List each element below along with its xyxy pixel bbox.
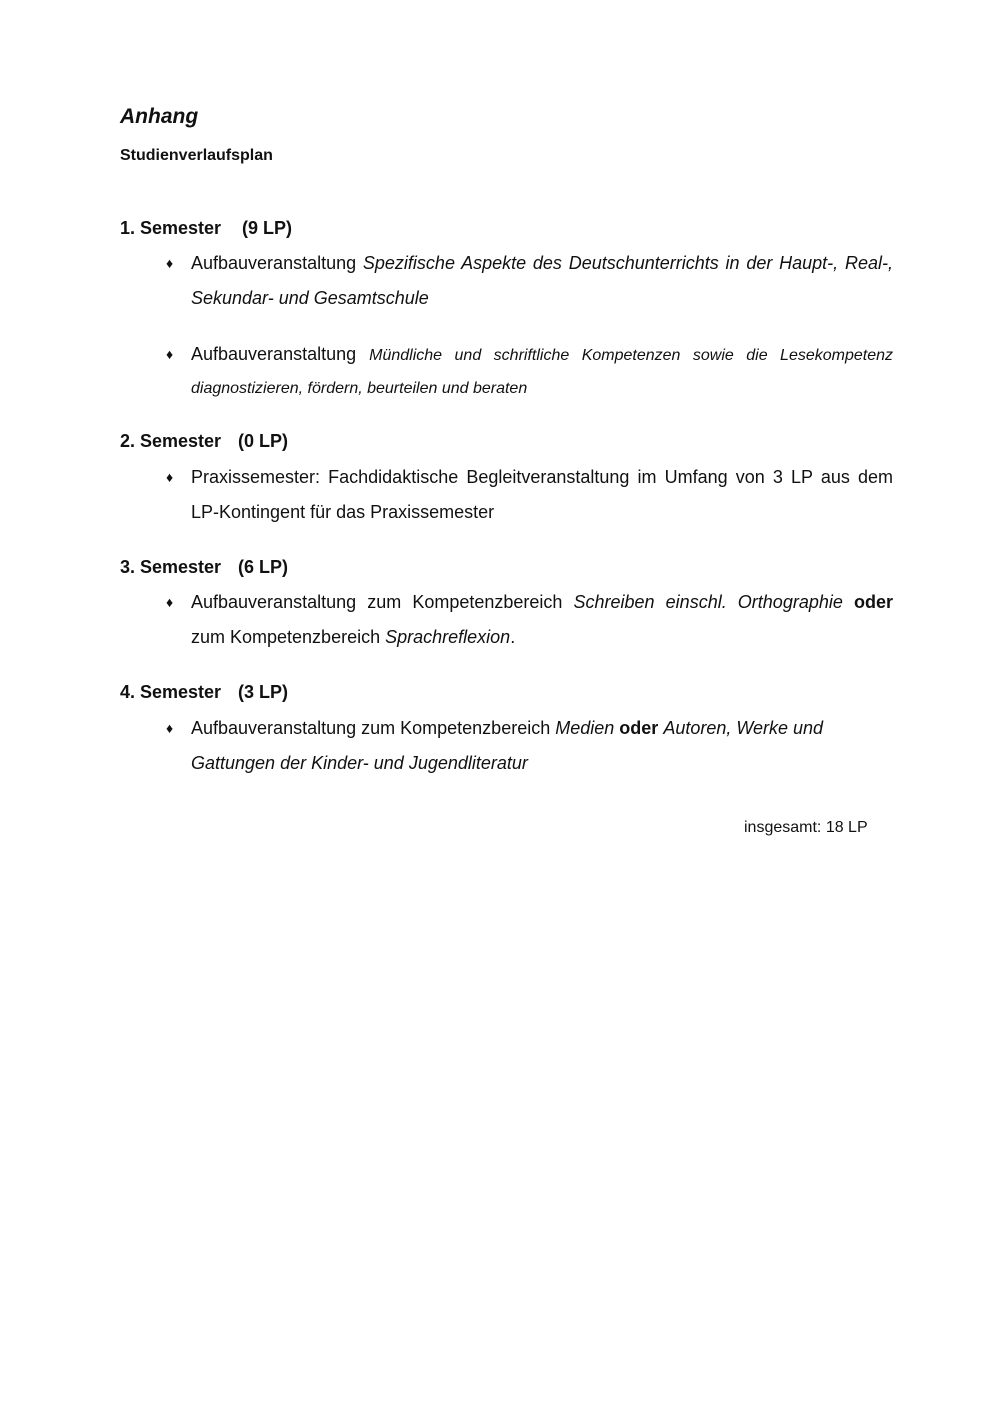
page-title: Anhang bbox=[120, 105, 199, 128]
semester-label: 4. Semester bbox=[120, 682, 222, 702]
semester-lp: (3 LP) bbox=[238, 682, 289, 702]
course-title: Spezifische Aspekte des Deutschunterrichts in der Haupt-, Real-, Sekundar- und Gesamtschule bbox=[191, 253, 893, 308]
semester-label: 1. Semester bbox=[120, 218, 222, 238]
course-title: Schreiben einschl. Orthographie bbox=[573, 592, 843, 612]
item-middle: zum Kompetenzbereich bbox=[191, 627, 386, 647]
or-keyword: oder bbox=[853, 592, 893, 612]
item-prefix: Aufbauveranstaltung bbox=[191, 253, 363, 273]
semester-3-heading bbox=[120, 555, 289, 579]
course-title: Sprachreflexion bbox=[385, 627, 511, 647]
semester-lp: (9 LP) bbox=[242, 218, 293, 238]
semester-1-heading bbox=[120, 216, 293, 240]
diamond-bullet-icon: ♦ bbox=[166, 346, 174, 362]
item-prefix: Aufbauveranstaltung bbox=[191, 344, 370, 364]
page-subtitle: Studienverlaufsplan bbox=[120, 147, 273, 164]
semester-2-item-1 bbox=[166, 460, 893, 530]
semester-label: 2. Semester bbox=[120, 431, 222, 451]
item-prefix: Aufbauveranstaltung zum Kompetenzbereich bbox=[191, 718, 556, 738]
item-text: Praxissemester: Fachdidaktische Begleitveranstaltung im Umfang von 3 LP aus dem LP-Kontingent für das Praxissemester bbox=[191, 467, 893, 522]
semester-label: 3. Semester bbox=[120, 557, 222, 577]
semester-lp: (6 LP) bbox=[238, 557, 289, 577]
item-suffix: . bbox=[510, 627, 516, 647]
semester-2-heading bbox=[120, 429, 289, 453]
diamond-bullet-icon: ♦ bbox=[166, 720, 174, 736]
semester-4-heading bbox=[120, 680, 289, 704]
semester-lp: (0 LP) bbox=[238, 431, 289, 451]
or-keyword: oder bbox=[619, 718, 659, 738]
diamond-bullet-icon: ♦ bbox=[166, 255, 174, 271]
diamond-bullet-icon: ♦ bbox=[166, 594, 174, 610]
diamond-bullet-icon: ♦ bbox=[166, 469, 174, 485]
total-credits: insgesamt: 18 LP bbox=[744, 819, 868, 836]
course-title: Medien bbox=[555, 718, 615, 738]
semester-1-item-1 bbox=[166, 246, 893, 316]
semester-3-item-1 bbox=[166, 585, 893, 655]
semester-1-item-2 bbox=[166, 338, 894, 405]
item-prefix: Aufbauveranstaltung zum Kompetenzbereich bbox=[191, 592, 574, 612]
course-title: Mündliche und schriftliche Kompetenzen sowie die Lesekompetenz diagnostizieren, fördern, beurteilen und beraten bbox=[191, 347, 894, 397]
semester-4-item-1 bbox=[166, 711, 893, 781]
course-title: Autoren, Werke und Gattungen der Kinder- und Jugendliteratur bbox=[191, 718, 824, 773]
